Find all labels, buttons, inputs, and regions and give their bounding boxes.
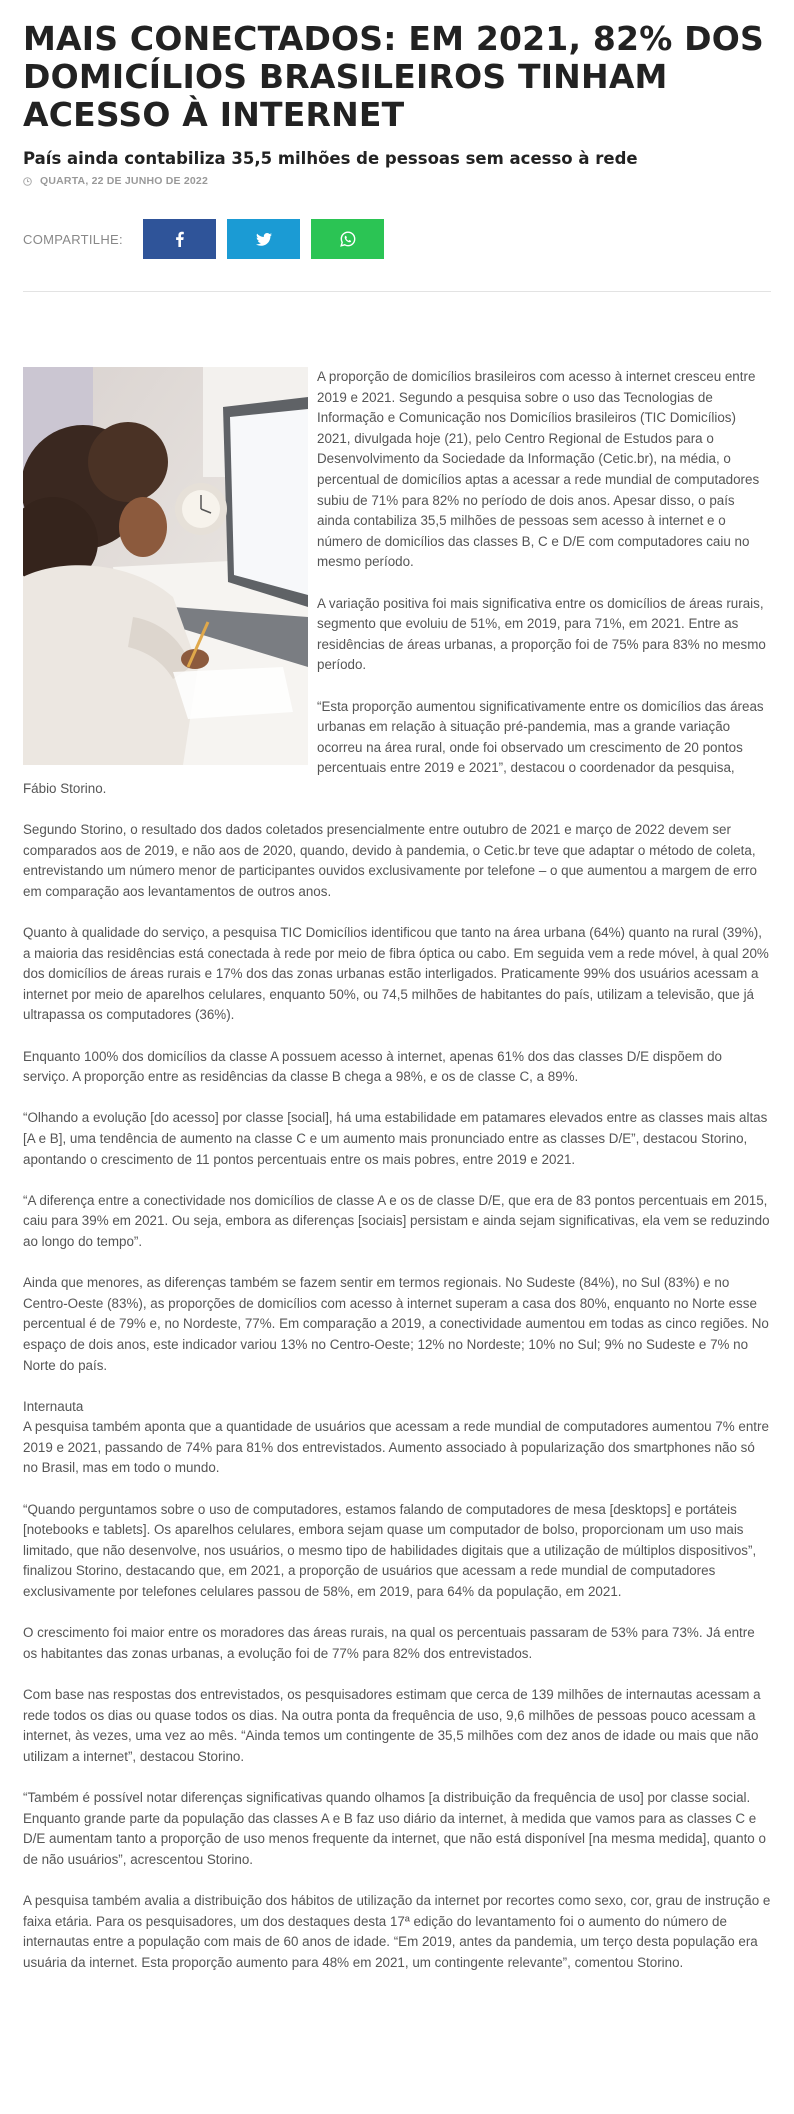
article-subtitle: País ainda contabiliza 35,5 milhões de pessoas sem acesso à rede [23,149,638,168]
article-date: QUARTA, 22 DE JUNHO DE 2022 [40,175,209,187]
share-bar [23,219,771,259]
body-paragraph: “A diferença entre a conectividade nos domicílios de classe A e os de classe D/E, que era de 83 pontos percentuais em 2015, caiu para 39% em 2021. Ou seja, embora as diferenças [sociais] persistam e ainda sejam significativas, ela vem se reduzindo ao longo do tempo”. [23,1192,770,1249]
facebook-share-button[interactable] [143,219,216,259]
body-paragraph: Enquanto 100% dos domicílios da classe A possuem acesso à internet, apenas 61% dos das classes D/E dispõem do serviço. A proporção entre as residências da classe B chega a 98%, e os de classe C, a 89%. [23,1048,722,1085]
article-date-row [23,175,771,187]
share-label: COMPARTILHE: [23,231,123,247]
article-title: MAIS CONECTADOS: EM 2021, 82% DOS DOMICÍLIOS BRASILEIROS TINHAM ACESSO À INTERNET [23,19,764,134]
body-paragraph: Com base nas respostas dos entrevistados, os pesquisadores estimam que cerca de 139 milhões de internautas acessam a rede todos os dias ou quase todos os dias. Na outra ponta da frequência de uso, 9,6 milhões de pessoas pouco acessam a internet, às vezes, uma vez ao mês. “Ainda temos um contingente de 35,5 milhões com dez anos de idade ou mais que não utilizam a internet”, destacou Storino. [23,1687,761,1764]
whatsapp-share-button[interactable] [311,219,384,259]
body-paragraph: A pesquisa também avalia a distribuição dos hábitos de utilização da internet por recortes como sexo, cor, grau de instrução e faixa etária. Para os pesquisadores, um dos destaques desta 17ª edição do levantamento foi o aumento do número de internautas entre a população com mais de 60 anos de idade. “Em 2019, antes da pandemia, um terço desta população era usuária da internet. Esta proporção aumento para 48% em 2021, um contingente relevante”, comentou Storino. [23,1892,771,1970]
body-paragraph: A pesquisa também aponta que a quantidade de usuários que acessam a rede mundial de computadores aumentou 7% entre 2019 e 2021, passando de 74% para 81% dos entrevistados. Aumento associado à popularização dos smartphones não só no Brasil, mas em todo o mundo. [23,1419,769,1476]
header-divider [23,291,771,292]
article-photo [23,367,308,765]
facebook-icon [175,231,184,247]
body-paragraph: “Também é possível notar diferenças significativas quando olhamos [a distribuição da frequência de uso] por classe social. Enquanto grande parte da população das classes A e B faz uso diário da internet, à medida que vamos para as classes C e D/E aumentam tanto a proporção de uso menos frequente da internet, que não está disponível [na mesma medida], quanto o de não usuários”, acrescentou Storino. [23,1789,766,1867]
clock-icon [23,177,32,186]
body-paragraph: Segundo Storino, o resultado dos dados coletados presencialmente entre outubro de 2021 e março de 2022 devem ser comparados aos de 2019, e não aos de 2020, quando, devido à pandemia, o Cetic.br teve que adaptar o método de coleta, entrevistando um número menor de participantes ouvidos exclusivamente por telefone – o que aumentou a margem de erro em comparação aos levantamentos de outros anos. [23,822,757,899]
body-paragraph: A variação positiva foi mais significativa entre os domicílios de áreas rurais, segmento que evoluiu de 51%, em 2019, para 71%, em 2021. Entre as residências de áreas urbanas, a proporção foi de 75% para 83% no mesmo período. [317,595,766,673]
body-paragraph: O crescimento foi maior entre os moradores das áreas rurais, na qual os percentuais passaram de 53% para 73%. Já entre os habitantes das zonas urbanas, a evolução foi de 77% para 82% dos entrevistados. [23,1625,755,1661]
body-paragraph: A proporção de domicílios brasileiros com acesso à internet cresceu entre 2019 e 2021. Segundo a pesquisa sobre o uso das Tecnologias de Informação e Comunicação nos Domicílios brasileiros (TIC Domicílios) 2021, divulgada hoje (21), pelo Centro Regional de Estudos para o Desenvolvimento da Sociedade da Informação (Cetic.br), na média, o percentual de domicílios aptas a acessar a rede mundial de computadores subiu de 71% para 82% no período de dois anos. Apesar disso, o país ainda contabiliza 35,5 milhões de pessoas sem acesso à internet e o número de domicílios das classes B, C e D/E com computadores caiu no mesmo período. [317,369,760,570]
body-paragraph: Quanto à qualidade do serviço, a pesquisa TIC Domicílios identificou que tanto na área urbana (64%) quanto na rural (39%), a maioria das residências está conectada à rede por meio de fibra óptica ou cabo. Em seguida vem a rede móvel, à qual 20% dos domicílios de áreas rurais e 17% dos das zonas urbanas estão interligados. Praticamente 99% dos usuários acessam a internet por meio de aparelhos celulares, enquanto 50%, ou 74,5 milhões de habitantes do país, utilizam a televisão, que já ultrapassa os computadores (36%). [23,925,769,1023]
body-paragraph: “Olhando a evolução [do acesso] por classe [social], há uma estabilidade em patamares elevados entre as classes mais altas [A e B], uma tendência de aumento na classe C e um aumento mais pronunciado entre as classes D/E”, destacou Storino, apontando o crescimento de 11 pontos percentuais entre os mais pobres, entre 2019 e 2021. [23,1110,768,1167]
body-paragraph: “Esta proporção aumentou significativamente entre os domicílios das áreas urbanas em relação à situação pré-pandemia, mas a grande variação ocorreu na área rural, onde foi observado um crescimento de 20 pontos percentuais entre 2019 e 2021”, destacou o coordenador da pesquisa, Fábio Storino. [23,698,764,796]
twitter-icon [256,233,272,246]
twitter-share-button[interactable] [227,219,300,259]
whatsapp-icon [340,231,356,247]
article-body [23,367,771,1973]
body-paragraph: “Quando perguntamos sobre o uso de computadores, estamos falando de computadores de mesa [desktops] e portáteis [notebooks e tablets]. Os aparelhos celulares, embora sejam quase um computador de bolso, proporcionam um uso mais limitado, que não desenvolve, nos usuários, o mesmo tipo de habilidades digitais que a utilização de múltiplos dispositivos”, finalizou Storino, destacando que, em 2021, a proporção de usuários que acessam a rede mundial de computadores exclusivamente por telefones celulares passou de 58%, em 2019, para 64% da população, em 2021. [23,1501,757,1600]
body-paragraph: Ainda que menores, as diferenças também se fazem sentir em termos regionais. No Sudeste (84%), no Sul (83%) e no Centro-Oeste (83%), as proporções de domicílios com acesso à internet superam a casa dos 80%, enquanto no Norte esse percentual é de 79% e, no Nordeste, 77%. Em comparação a 2019, a conectividade aumentou em todas as cinco regiões. No espaço de dois anos, este indicador variou 13% no Centro-Oeste; 12% no Nordeste; 10% no Sul; 9% no Sudeste e 7% no Norte do país. [23,1275,769,1373]
section-heading: Internauta [23,1398,84,1414]
